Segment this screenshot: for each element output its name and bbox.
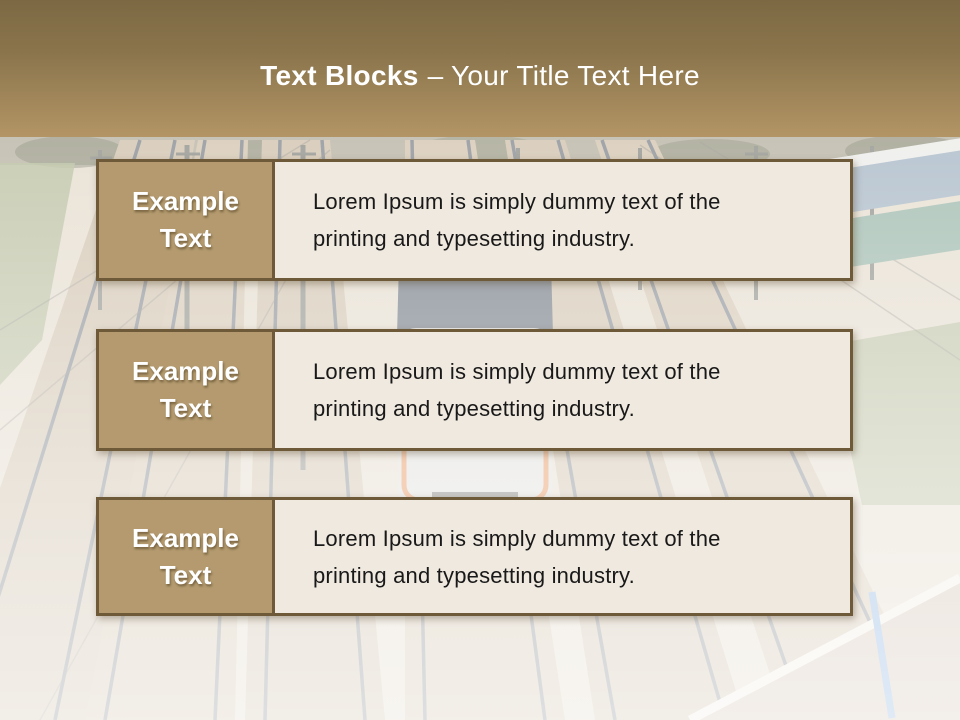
- header-band: [0, 0, 960, 137]
- label-line: Text: [159, 393, 212, 423]
- text-block-3-body: [275, 500, 850, 613]
- body-line: Lorem Ipsum is simply dummy text of the: [313, 525, 721, 551]
- text-block-1: [96, 159, 853, 281]
- text-block-2-body: [275, 332, 850, 448]
- slide-title-bold: Text Blocks: [260, 59, 419, 91]
- slide-title-rest: – Your Title Text Here: [427, 59, 700, 91]
- label-line: Example: [132, 522, 239, 553]
- label-line: Example: [132, 356, 239, 386]
- slide-title: [260, 60, 700, 92]
- text-block-3: [96, 497, 853, 616]
- label-line: Text: [159, 559, 212, 590]
- text-block-2-label: [99, 332, 275, 448]
- body-line: printing and typesetting industry.: [313, 562, 635, 588]
- text-block-3-label: [99, 500, 275, 613]
- text-block-1-label: [99, 162, 275, 278]
- body-line: printing and typesetting industry.: [313, 226, 635, 251]
- text-block-2: [96, 329, 853, 451]
- body-line: Lorem Ipsum is simply dummy text of the: [313, 189, 721, 214]
- body-line: printing and typesetting industry.: [313, 396, 635, 421]
- label-line: Example: [132, 186, 239, 216]
- text-block-1-body: [275, 162, 850, 278]
- label-line: Text: [159, 223, 212, 253]
- body-line: Lorem Ipsum is simply dummy text of the: [313, 359, 721, 384]
